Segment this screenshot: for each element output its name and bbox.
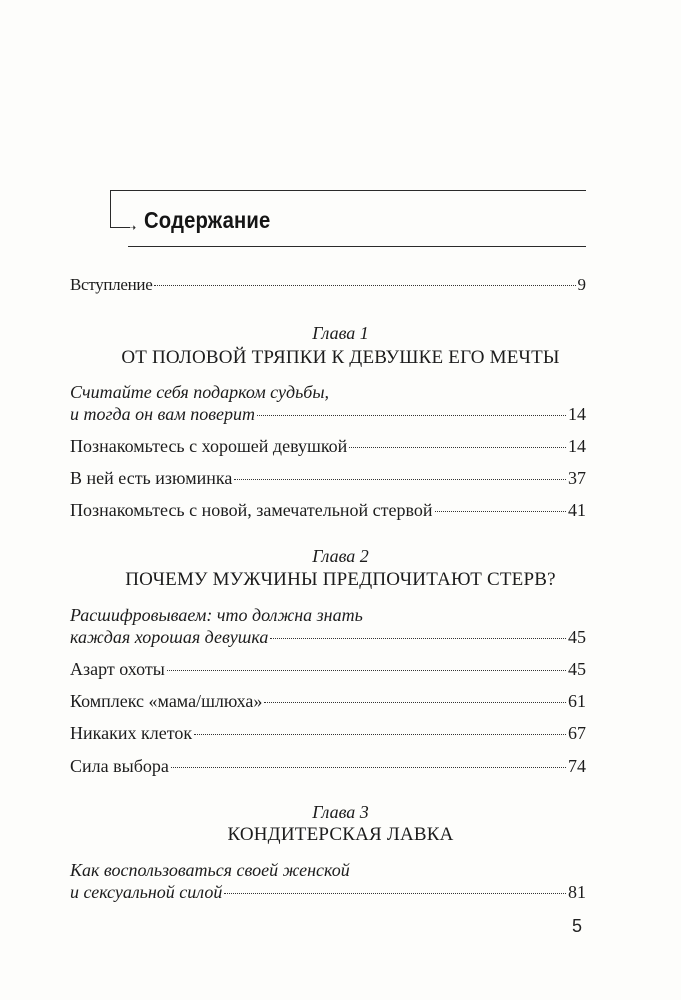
dot-leader [154, 285, 575, 286]
toc-page-number: 37 [568, 468, 586, 488]
toc-entry[interactable] [70, 435, 586, 457]
toc-page-number: 9 [577, 275, 586, 294]
dot-leader [349, 447, 566, 448]
dot-leader [234, 479, 566, 480]
chapter-1-label: Глава 1 [312, 323, 369, 343]
toc-entry[interactable] [70, 499, 586, 521]
toc-page-number: 61 [568, 691, 586, 711]
toc-entry-intro[interactable] [70, 274, 586, 296]
toc-entry[interactable] [70, 658, 586, 680]
toc-page-number: 74 [568, 756, 586, 776]
toc-entry-label: каждая хорошая девушка [70, 627, 269, 647]
toc-page-number: 45 [568, 627, 586, 647]
chapter-1-title: ОТ ПОЛОВОЙ ТРЯПКИ К ДЕВУШКЕ ЕГО МЕЧТЫ [121, 347, 560, 368]
toc-entry[interactable] [70, 467, 586, 489]
toc-page-number: 14 [568, 436, 586, 456]
toc-entry-label: Азарт охоты [70, 659, 165, 679]
dot-leader [264, 702, 566, 703]
toc-entry[interactable] [70, 626, 586, 648]
dot-leader [194, 734, 566, 735]
toc-page-number: 81 [568, 882, 586, 902]
toc-page-number: 41 [568, 500, 586, 520]
chapter-3-title: КОНДИТЕРСКАЯ ЛАВКА [227, 824, 454, 845]
chapter-2-label: Глава 2 [312, 546, 369, 566]
dot-leader [270, 638, 566, 639]
dot-leader [257, 415, 566, 416]
dot-leader [435, 511, 566, 512]
toc-entry[interactable] [70, 881, 586, 903]
toc-page-number: 14 [568, 404, 586, 424]
dot-leader [167, 670, 566, 671]
toc-entry-label: В ней есть изюминка [70, 468, 233, 488]
header-bracket [110, 190, 111, 228]
toc-entry-label: Вступление [70, 275, 153, 294]
page-number: 5 [572, 916, 583, 936]
toc-entry-label: Сила выбора [70, 756, 169, 776]
toc-page-number: 67 [568, 723, 586, 743]
toc-entry[interactable] [70, 755, 586, 777]
page-title: Содержание [144, 207, 271, 233]
toc-lead-line[interactable]: Как воспользоваться своей женской [70, 860, 350, 880]
dot-leader [224, 893, 566, 894]
toc-entry-label: Никаких клеток [70, 723, 193, 743]
toc-entry[interactable] [70, 722, 586, 744]
toc-entry-label: и тогда он вам поверит [70, 404, 256, 424]
header-top-rule [110, 190, 586, 191]
toc-lead-line[interactable]: Считайте себя подарком судьбы, [70, 382, 330, 402]
toc-entry[interactable] [70, 403, 586, 425]
toc-entry-label: Познакомьтесь с новой, замечательной стервой [70, 500, 433, 520]
toc-page-number: 45 [568, 659, 586, 679]
chapter-2-title: ПОЧЕМУ МУЖЧИНЫ ПРЕДПОЧИТАЮТ СТЕРВ? [125, 569, 556, 590]
dot-leader [171, 767, 566, 768]
arrow-right-icon: ➝ [127, 221, 137, 234]
header-bottom-rule [128, 246, 586, 247]
toc-entry-label: и сексуальной силой [70, 882, 223, 902]
toc-lead-line[interactable]: Расшифровываем: что должна знать [70, 605, 363, 625]
chapter-3-label: Глава 3 [312, 802, 369, 822]
toc-entry-label: Познакомьтесь с хорошей девушкой [70, 436, 348, 456]
toc-entry[interactable] [70, 690, 586, 712]
toc-entry-label: Комплекс «мама/шлюха» [70, 691, 263, 711]
